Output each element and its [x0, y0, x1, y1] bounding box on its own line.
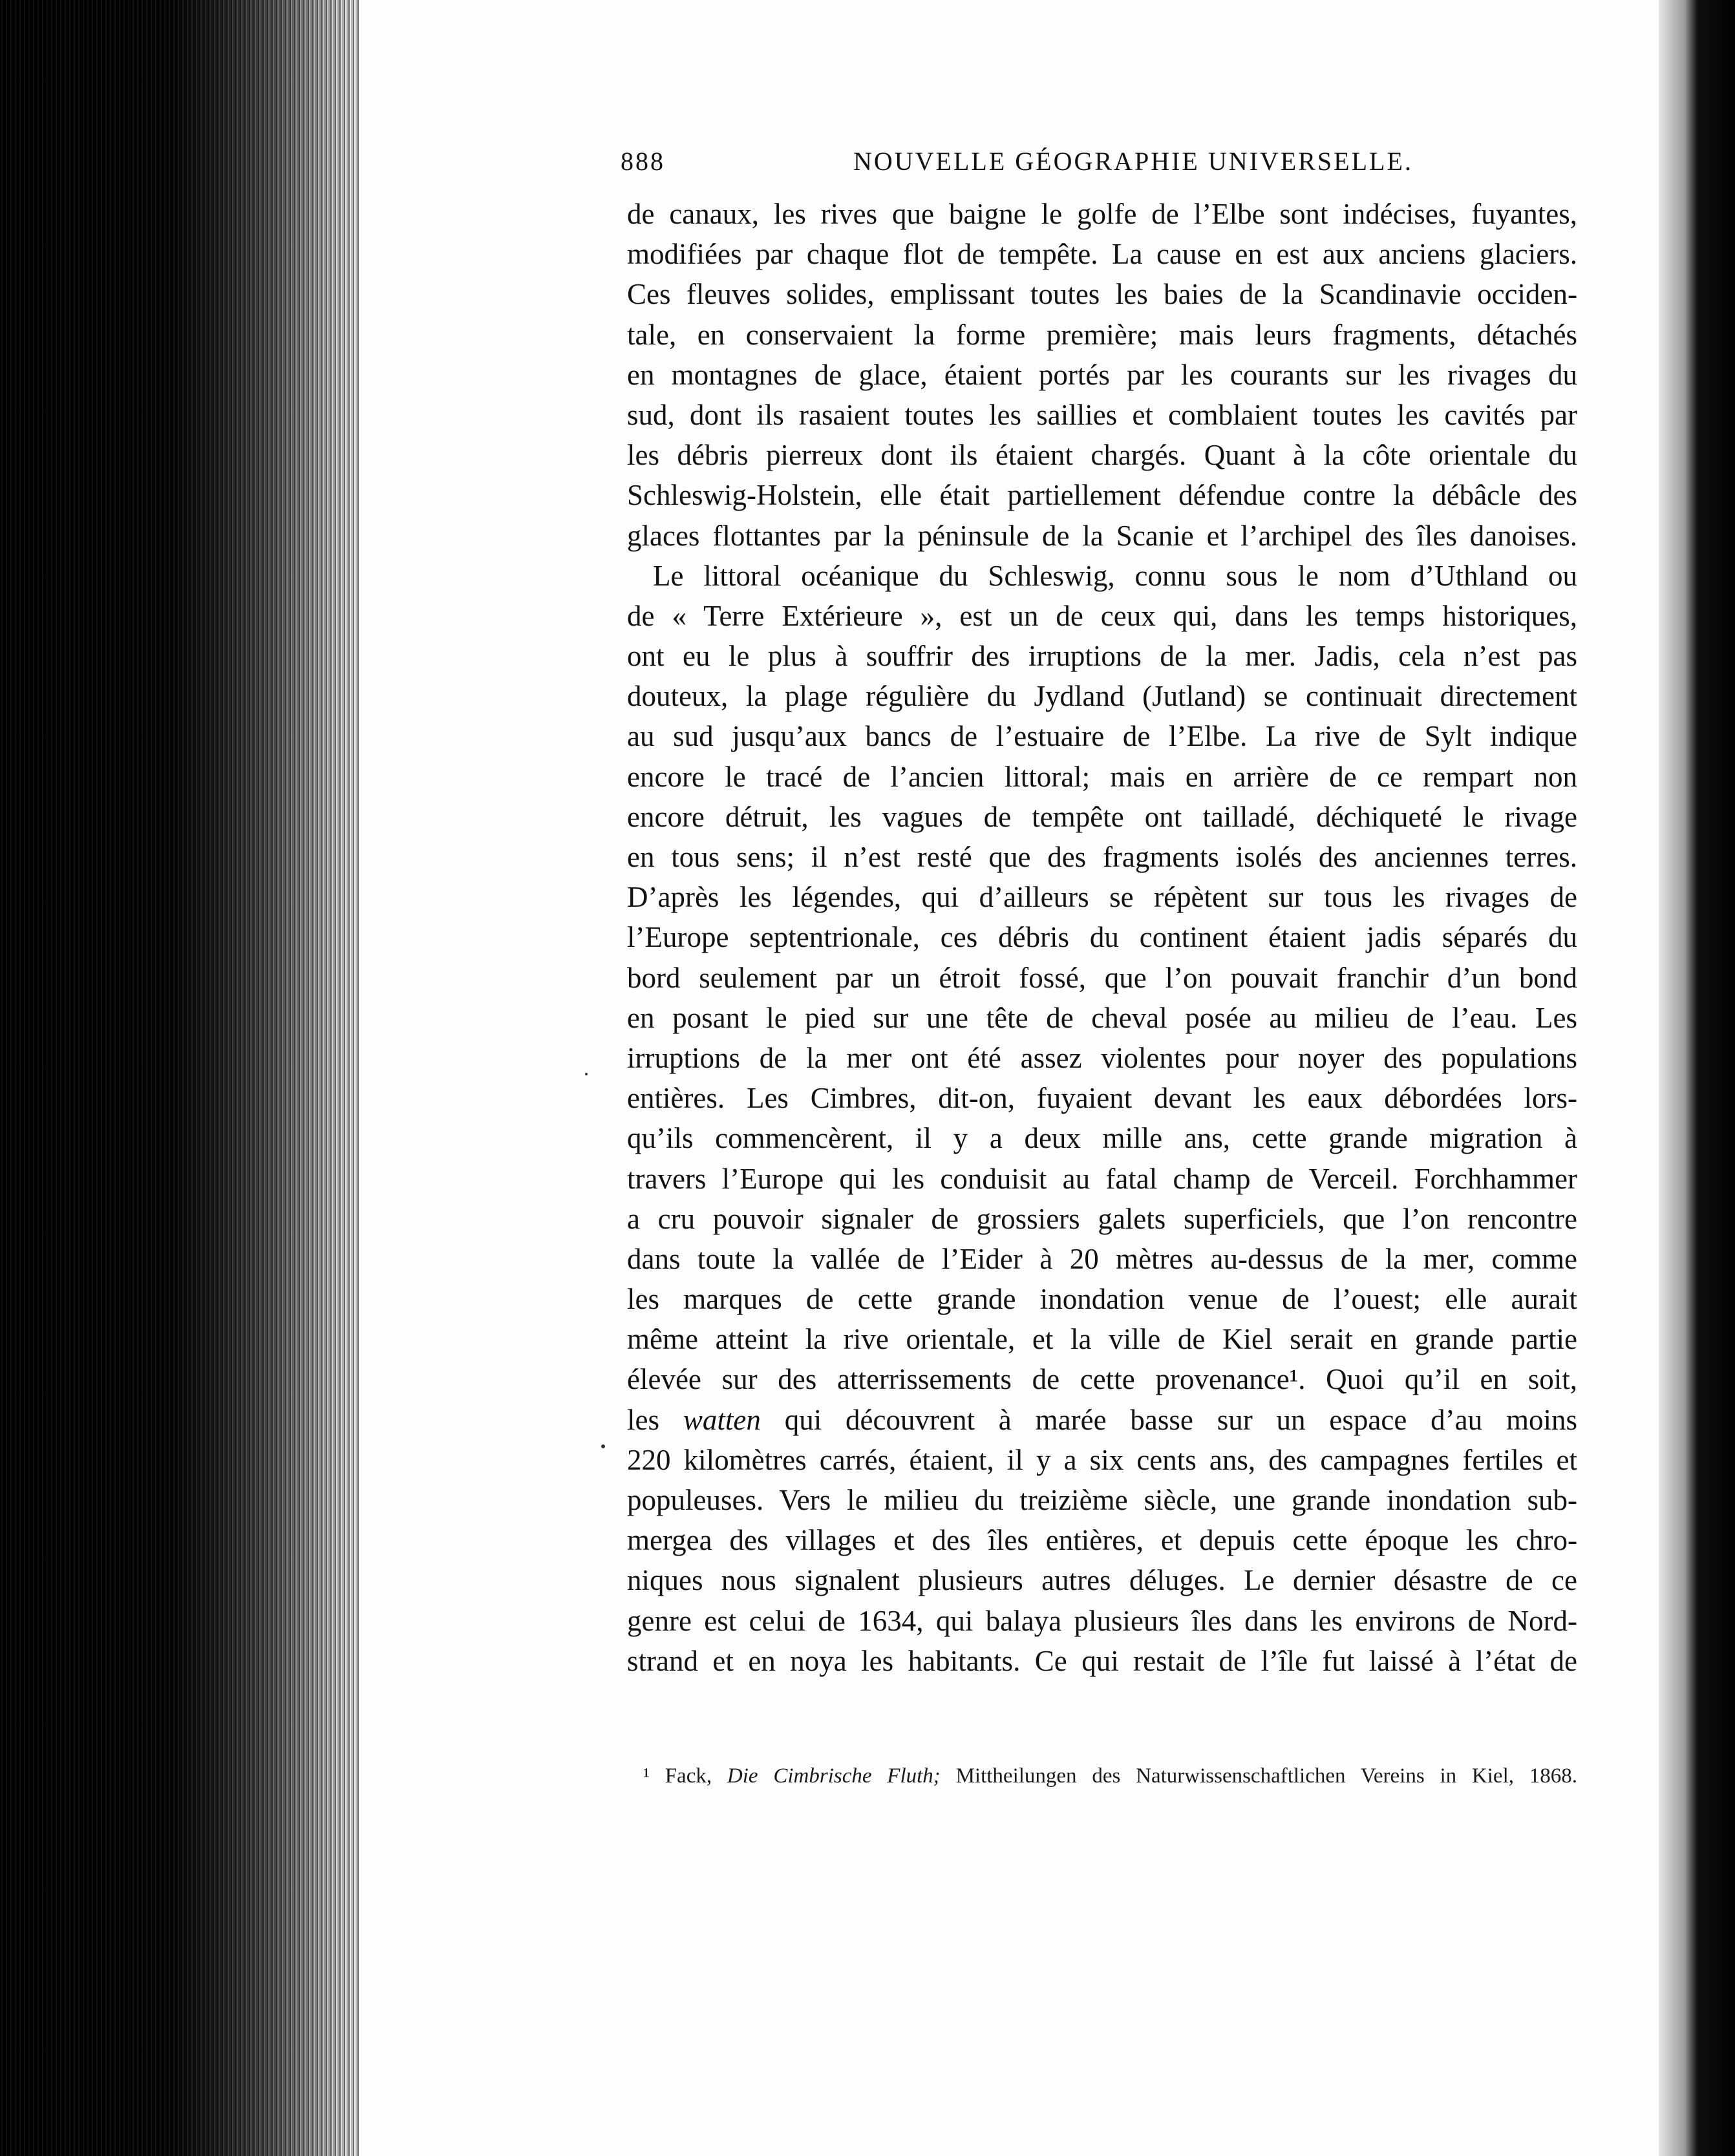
footnote-rest: Mittheilungen des Naturwissenschaftlichen Vereins in Kiel, 1868.	[955, 1764, 1578, 1788]
running-title: NOUVELLE GÉOGRAPHIE UNIVERSELLE.	[853, 147, 1413, 176]
text-line: bord seulement par un étroit fossé, que l’on pouvait franchir d’un bond	[627, 961, 1577, 994]
text-line: douteux, la plage régulière du Jydland (Jutland) se continuait directement	[627, 680, 1577, 713]
text-line: en tous sens; il n’est resté que des fragments isolés des anciennes terres.	[627, 841, 1577, 873]
text-line: qu’ils commencèrent, il y a deux mille ans, cette grande migration à	[627, 1122, 1577, 1155]
text-line: entières. Les Cimbres, dit-on, fuyaient devant les eaux débordées lors-	[627, 1082, 1577, 1115]
book-page-edges	[0, 0, 362, 2156]
text-line: strand et en noya les habitants. Ce qui restait de l’île fut laissé à l’état de	[627, 1644, 1577, 1677]
text-line: encore détruit, les vagues de tempête ont tailladé, déchiqueté le rivage	[627, 800, 1577, 833]
text-line: l’Europe septentrionale, ces débris du continent étaient jadis séparés du	[627, 921, 1577, 954]
text-line: travers l’Europe qui les conduisit au fatal champ de Verceil. Forchhammer	[627, 1162, 1577, 1195]
text-line: Le littoral océanique du Schleswig, connu sous le nom d’Uthland ou	[653, 559, 1577, 592]
text-line: même atteint la rive orientale, et la ville de Kiel serait en grande partie	[627, 1323, 1577, 1356]
text-line: encore le tracé de l’ancien littoral; mais en arrière de ce rempart non	[627, 760, 1577, 793]
facing-page-edge	[1659, 0, 1735, 2156]
text-line: modifiées par chaque flot de tempête. La cause en est aux anciens glaciers.	[627, 238, 1577, 271]
text-line: au sud jusqu’aux bancs de l’estuaire de l’Elbe. La rive de Sylt indique	[627, 720, 1577, 753]
text-line: en posant le pied sur une tête de cheval posée au milieu de l’eau. Les	[627, 1001, 1577, 1034]
body-text	[627, 194, 1577, 1681]
text-line: D’après les légendes, qui d’ailleurs se répètent sur tous les rivages de	[627, 881, 1577, 914]
text-line: de « Terre Extérieure », est un de ceux qui, dans les temps historiques,	[627, 599, 1577, 632]
text-line: 220 kilomètres carrés, étaient, il y a six cents ans, des campagnes fertiles et	[627, 1443, 1577, 1476]
running-head	[621, 146, 1413, 182]
footnote-marker: ¹	[643, 1764, 650, 1788]
text-line: populeuses. Vers le milieu du treizième siècle, une grande inondation sub-	[627, 1484, 1577, 1516]
text-line: dans toute la vallée de l’Eider à 20 mètres au-dessus de la mer, comme	[627, 1242, 1577, 1275]
text-line: les watten qui découvrent à marée basse sur un espace d’au moins	[627, 1403, 1577, 1436]
text-line: irruptions de la mer ont été assez violentes pour noyer des populations	[627, 1041, 1577, 1074]
text-line: tale, en conservaient la forme première; mais leurs fragments, détachés	[627, 318, 1577, 351]
text-line: les marques de cette grande inondation venue de l’ouest; elle aurait	[627, 1283, 1577, 1316]
text-line: glaces flottantes par la péninsule de la Scanie et l’archipel des îles danoises.	[627, 519, 1577, 552]
text-line: les débris pierreux dont ils étaient chargés. Quant à la côte orientale du	[627, 439, 1577, 472]
text-line: genre est celui de 1634, qui balaya plusieurs îles dans les environs de Nord-	[627, 1604, 1577, 1637]
text-line: Schleswig-Holstein, elle était partiellement défendue contre la débâcle des	[627, 479, 1577, 512]
text-line: de canaux, les rives que baigne le golfe de l’Elbe sont indécises, fuyantes,	[627, 198, 1577, 230]
scan-speck	[601, 1444, 605, 1448]
page-number: 888	[621, 147, 665, 176]
text-line: sud, dont ils rasaient toutes les saillies et comblaient toutes les cavités par	[627, 398, 1577, 431]
text-line: Ces fleuves solides, emplissant toutes les baies de la Scandinavie occiden-	[627, 278, 1577, 311]
text-line: en montagnes de glace, étaient portés par les courants sur les rivages du	[627, 358, 1577, 391]
text-line: élevée sur des atterrissements de cette provenance¹. Quoi qu’il en soit,	[627, 1363, 1577, 1396]
text-line: ont eu le plus à souffrir des irruptions de la mer. Jadis, cela n’est pas	[627, 640, 1577, 673]
footnote-work-title: Die Cimbrische Fluth;	[727, 1764, 941, 1788]
text-line: niques nous signalent plusieurs autres déluges. Le dernier désastre de ce	[627, 1564, 1577, 1597]
footnote	[643, 1762, 1577, 1790]
footnote-author: Fack,	[665, 1764, 712, 1788]
text-line: mergea des villages et des îles entières, et depuis cette époque les chro-	[627, 1524, 1577, 1557]
scan-speck	[585, 1073, 588, 1075]
text-line: a cru pouvoir signaler de grossiers galets superficiels, que l’on rencontre	[627, 1202, 1577, 1235]
